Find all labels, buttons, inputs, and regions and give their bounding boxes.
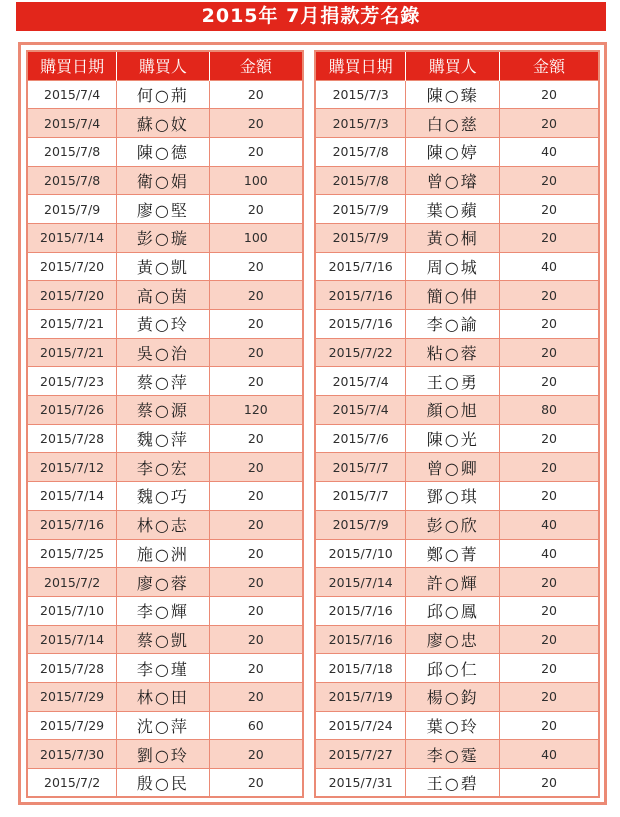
table-row — [27, 769, 303, 798]
amount-cell: 20 — [500, 367, 599, 396]
amount-cell: 40 — [500, 539, 599, 568]
date-cell: 2015/7/9 — [315, 223, 406, 252]
table-row — [315, 252, 599, 281]
buyer-cell: 廖○忠 — [406, 625, 500, 654]
amount-cell: 20 — [500, 310, 599, 339]
date-cell: 2015/7/4 — [27, 80, 117, 109]
buyer-cell: 沈○萍 — [117, 711, 209, 740]
date-cell: 2015/7/29 — [27, 711, 117, 740]
amount-cell: 20 — [500, 424, 599, 453]
buyer-cell: 林○志 — [117, 510, 209, 539]
date-cell: 2015/7/6 — [315, 424, 406, 453]
buyer-cell: 彭○欣 — [406, 510, 500, 539]
amount-cell: 20 — [500, 109, 599, 138]
buyer-cell: 邱○仁 — [406, 654, 500, 683]
table-row — [27, 568, 303, 597]
table-row — [315, 482, 599, 511]
amount-cell: 20 — [209, 654, 303, 683]
date-cell: 2015/7/22 — [315, 338, 406, 367]
date-cell: 2015/7/14 — [315, 568, 406, 597]
amount-cell: 100 — [209, 166, 303, 195]
buyer-cell: 廖○蓉 — [117, 568, 209, 597]
date-cell: 2015/7/24 — [315, 711, 406, 740]
amount-cell: 20 — [209, 625, 303, 654]
amount-cell: 20 — [500, 80, 599, 109]
table-row — [315, 338, 599, 367]
amount-cell: 40 — [500, 510, 599, 539]
buyer-cell: 李○霆 — [406, 740, 500, 769]
table-row — [27, 310, 303, 339]
date-cell: 2015/7/26 — [27, 396, 117, 425]
buyer-cell: 蔡○萍 — [117, 367, 209, 396]
table-row — [315, 654, 599, 683]
buyer-cell: 粘○蓉 — [406, 338, 500, 367]
table-row — [27, 654, 303, 683]
buyer-cell: 曾○卿 — [406, 453, 500, 482]
table-row — [315, 166, 599, 195]
table-row — [315, 396, 599, 425]
buyer-cell: 顏○旭 — [406, 396, 500, 425]
buyer-cell: 蘇○妏 — [117, 109, 209, 138]
amount-cell: 40 — [500, 137, 599, 166]
buyer-cell: 周○城 — [406, 252, 500, 281]
table-row — [315, 223, 599, 252]
date-cell: 2015/7/20 — [27, 281, 117, 310]
date-cell: 2015/7/9 — [315, 510, 406, 539]
table-row — [315, 539, 599, 568]
date-cell: 2015/7/8 — [315, 137, 406, 166]
buyer-cell: 陳○臻 — [406, 80, 500, 109]
amount-cell: 20 — [209, 252, 303, 281]
buyer-cell: 高○茵 — [117, 281, 209, 310]
amount-cell: 20 — [500, 281, 599, 310]
donor-table-left — [26, 50, 304, 798]
date-cell: 2015/7/7 — [315, 482, 406, 511]
table-row — [27, 396, 303, 425]
buyer-cell: 陳○德 — [117, 137, 209, 166]
buyer-cell: 葉○蘋 — [406, 195, 500, 224]
table-row — [315, 568, 599, 597]
date-cell: 2015/7/8 — [315, 166, 406, 195]
date-cell: 2015/7/8 — [27, 137, 117, 166]
table-row — [27, 195, 303, 224]
buyer-cell: 鄭○菁 — [406, 539, 500, 568]
amount-cell: 20 — [209, 482, 303, 511]
buyer-cell: 何○荊 — [117, 80, 209, 109]
buyer-cell: 李○宏 — [117, 453, 209, 482]
header-row — [315, 51, 599, 80]
buyer-cell: 彭○璇 — [117, 223, 209, 252]
header-date: 購買日期 — [315, 51, 406, 80]
date-cell: 2015/7/21 — [27, 338, 117, 367]
date-cell: 2015/7/31 — [315, 769, 406, 798]
amount-cell: 20 — [500, 769, 599, 798]
buyer-cell: 曾○璿 — [406, 166, 500, 195]
buyer-cell: 葉○玲 — [406, 711, 500, 740]
date-cell: 2015/7/8 — [27, 166, 117, 195]
date-cell: 2015/7/28 — [27, 654, 117, 683]
buyer-cell: 陳○光 — [406, 424, 500, 453]
amount-cell: 20 — [209, 510, 303, 539]
table-row — [315, 80, 599, 109]
date-cell: 2015/7/19 — [315, 682, 406, 711]
date-cell: 2015/7/18 — [315, 654, 406, 683]
buyer-cell: 蔡○凱 — [117, 625, 209, 654]
table-row — [315, 310, 599, 339]
amount-cell: 20 — [500, 568, 599, 597]
date-cell: 2015/7/2 — [27, 769, 117, 798]
date-cell: 2015/7/12 — [27, 453, 117, 482]
buyer-cell: 王○勇 — [406, 367, 500, 396]
date-cell: 2015/7/23 — [27, 367, 117, 396]
date-cell: 2015/7/16 — [315, 310, 406, 339]
table-row — [27, 682, 303, 711]
table-row — [315, 424, 599, 453]
amount-cell: 100 — [209, 223, 303, 252]
amount-cell: 20 — [500, 682, 599, 711]
buyer-cell: 吳○治 — [117, 338, 209, 367]
buyer-cell: 施○洲 — [117, 539, 209, 568]
header-row — [27, 51, 303, 80]
date-cell: 2015/7/3 — [315, 109, 406, 138]
amount-cell: 60 — [209, 711, 303, 740]
table-row — [27, 166, 303, 195]
table-row — [27, 453, 303, 482]
table-row — [315, 367, 599, 396]
date-cell: 2015/7/30 — [27, 740, 117, 769]
table-row — [27, 338, 303, 367]
table-row — [315, 453, 599, 482]
date-cell: 2015/7/3 — [315, 80, 406, 109]
table-row — [27, 510, 303, 539]
amount-cell: 20 — [209, 424, 303, 453]
buyer-cell: 陳○婷 — [406, 137, 500, 166]
table-row — [27, 740, 303, 769]
date-cell: 2015/7/16 — [315, 596, 406, 625]
buyer-cell: 黃○桐 — [406, 223, 500, 252]
buyer-cell: 許○輝 — [406, 568, 500, 597]
amount-cell: 20 — [209, 310, 303, 339]
table-row — [27, 367, 303, 396]
amount-cell: 20 — [209, 367, 303, 396]
buyer-cell: 李○輝 — [117, 596, 209, 625]
header-buyer: 購買人 — [117, 51, 209, 80]
buyer-cell: 王○碧 — [406, 769, 500, 798]
date-cell: 2015/7/4 — [315, 367, 406, 396]
amount-cell: 20 — [500, 223, 599, 252]
amount-cell: 20 — [209, 769, 303, 798]
buyer-cell: 魏○巧 — [117, 482, 209, 511]
buyer-cell: 廖○堅 — [117, 195, 209, 224]
table-row — [27, 482, 303, 511]
table-row — [315, 137, 599, 166]
table-row — [315, 711, 599, 740]
date-cell: 2015/7/7 — [315, 453, 406, 482]
amount-cell: 20 — [500, 338, 599, 367]
amount-cell: 20 — [209, 453, 303, 482]
amount-cell: 20 — [500, 453, 599, 482]
buyer-cell: 蔡○源 — [117, 396, 209, 425]
table-row — [27, 223, 303, 252]
header-date: 購買日期 — [27, 51, 117, 80]
amount-cell: 20 — [209, 539, 303, 568]
header-amount: 金額 — [209, 51, 303, 80]
page-title: 2015年 7月捐款芳名錄 — [201, 5, 421, 27]
amount-cell: 20 — [209, 568, 303, 597]
table-row — [27, 252, 303, 281]
date-cell: 2015/7/2 — [27, 568, 117, 597]
date-cell: 2015/7/14 — [27, 625, 117, 654]
table-row — [27, 109, 303, 138]
amount-cell: 20 — [500, 711, 599, 740]
amount-cell: 20 — [209, 740, 303, 769]
date-cell: 2015/7/16 — [315, 252, 406, 281]
amount-cell: 20 — [209, 109, 303, 138]
table-row — [315, 625, 599, 654]
amount-cell: 20 — [209, 137, 303, 166]
table-row — [315, 682, 599, 711]
amount-cell: 40 — [500, 252, 599, 281]
table-row — [27, 137, 303, 166]
amount-cell: 20 — [500, 596, 599, 625]
date-cell: 2015/7/29 — [27, 682, 117, 711]
amount-cell: 20 — [500, 654, 599, 683]
table-row — [27, 711, 303, 740]
table-row — [315, 740, 599, 769]
date-cell: 2015/7/28 — [27, 424, 117, 453]
date-cell: 2015/7/14 — [27, 223, 117, 252]
table-row — [27, 80, 303, 109]
buyer-cell: 楊○鈞 — [406, 682, 500, 711]
date-cell: 2015/7/14 — [27, 482, 117, 511]
amount-cell: 20 — [209, 80, 303, 109]
date-cell: 2015/7/20 — [27, 252, 117, 281]
buyer-cell: 殷○民 — [117, 769, 209, 798]
donor-list-panel — [18, 42, 607, 805]
date-cell: 2015/7/27 — [315, 740, 406, 769]
amount-cell: 20 — [209, 682, 303, 711]
date-cell: 2015/7/9 — [27, 195, 117, 224]
table-row — [27, 281, 303, 310]
buyer-cell: 簡○伸 — [406, 281, 500, 310]
amount-cell: 120 — [209, 396, 303, 425]
header-buyer: 購買人 — [406, 51, 500, 80]
buyer-cell: 黃○凱 — [117, 252, 209, 281]
donor-table-right — [314, 50, 600, 798]
buyer-cell: 魏○萍 — [117, 424, 209, 453]
amount-cell: 20 — [209, 281, 303, 310]
amount-cell: 80 — [500, 396, 599, 425]
table-row — [315, 769, 599, 798]
table-row — [27, 539, 303, 568]
buyer-cell: 林○田 — [117, 682, 209, 711]
amount-cell: 20 — [500, 625, 599, 654]
date-cell: 2015/7/4 — [27, 109, 117, 138]
header-amount: 金額 — [500, 51, 599, 80]
amount-cell: 20 — [209, 338, 303, 367]
buyer-cell: 黃○玲 — [117, 310, 209, 339]
date-cell: 2015/7/16 — [315, 281, 406, 310]
date-cell: 2015/7/25 — [27, 539, 117, 568]
buyer-cell: 李○瑾 — [117, 654, 209, 683]
buyer-cell: 劉○玲 — [117, 740, 209, 769]
date-cell: 2015/7/21 — [27, 310, 117, 339]
table-row — [315, 281, 599, 310]
amount-cell: 20 — [209, 195, 303, 224]
title-banner — [16, 2, 606, 31]
date-cell: 2015/7/10 — [315, 539, 406, 568]
table-row — [27, 596, 303, 625]
table-row — [315, 109, 599, 138]
date-cell: 2015/7/4 — [315, 396, 406, 425]
date-cell: 2015/7/10 — [27, 596, 117, 625]
date-cell: 2015/7/16 — [27, 510, 117, 539]
date-cell: 2015/7/16 — [315, 625, 406, 654]
table-row — [315, 510, 599, 539]
buyer-cell: 李○諭 — [406, 310, 500, 339]
amount-cell: 20 — [209, 596, 303, 625]
table-row — [27, 625, 303, 654]
table-row — [27, 424, 303, 453]
table-row — [315, 596, 599, 625]
amount-cell: 40 — [500, 740, 599, 769]
amount-cell: 20 — [500, 482, 599, 511]
buyer-cell: 鄧○琪 — [406, 482, 500, 511]
buyer-cell: 白○慈 — [406, 109, 500, 138]
table-row — [315, 195, 599, 224]
date-cell: 2015/7/9 — [315, 195, 406, 224]
buyer-cell: 衛○娟 — [117, 166, 209, 195]
buyer-cell: 邱○鳳 — [406, 596, 500, 625]
amount-cell: 20 — [500, 195, 599, 224]
amount-cell: 20 — [500, 166, 599, 195]
